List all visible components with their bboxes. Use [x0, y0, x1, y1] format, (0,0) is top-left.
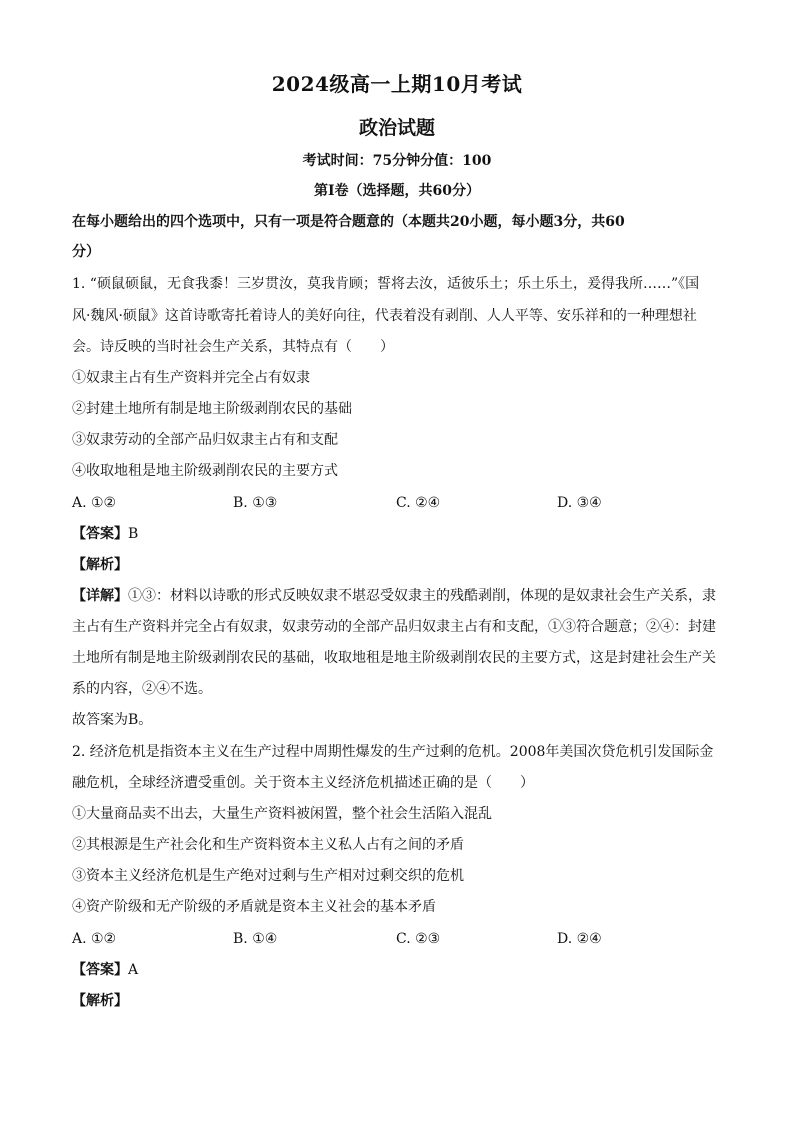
- answer-value: A: [128, 962, 139, 978]
- q2-stem-line: 2. 经济危机是指资本主义在生产过程中周期性爆发的生产过剩的危机。2008年美国次贷危机引发国际金: [72, 744, 714, 760]
- instruction-line: 在每小题给出的四个选项中，只有一项是符合题意的（本题共20小题，每小题3分，共60: [72, 214, 625, 230]
- q1-detail-line: [72, 586, 716, 606]
- q2-option-a: A. ①②: [72, 931, 117, 947]
- q2-statement: ①大量商品卖不出去，大量生产资料被闲置，整个社会生活陷入混乱: [72, 806, 492, 822]
- q2-statement: ④资产阶级和无产阶级的矛盾就是资本主义社会的基本矛盾: [72, 899, 436, 915]
- q2-stem-line: 融危机，全球经济遭受重创。关于资本主义经济危机描述正确的是（ ）: [72, 775, 534, 791]
- q1-detail-line: 主占有生产资料并完全占有奴隶，奴隶劳动的全部产品归奴隶主占有和支配，①③符合题意；②④：封建: [72, 619, 716, 635]
- q1-option-a: A. ①②: [72, 495, 117, 511]
- q2-answer: [72, 960, 138, 980]
- q1-statement: ③奴隶劳动的全部产品归奴隶主占有和支配: [72, 432, 338, 448]
- answer-value: B: [128, 526, 139, 542]
- q1-statement: ①奴隶主占有生产资料并完全占有奴隶: [72, 370, 310, 386]
- q2-statement: ②其根源是生产社会化和生产资料资本主义私人占有之间的矛盾: [72, 837, 464, 853]
- analysis-tag: 【解析】: [72, 557, 128, 573]
- q1-statement: ④收取地租是地主阶级剥削农民的主要方式: [72, 463, 338, 479]
- q1-option-c: C. ②④: [396, 495, 441, 511]
- q2-statement: ③资本主义经济危机是生产绝对过剩与生产相对过剩交织的危机: [72, 868, 464, 884]
- q1-statement: ②封建土地所有制是地主阶级剥削农民的基础: [72, 401, 352, 417]
- q1-analysis: [72, 555, 128, 575]
- detail-text: ①③：材料以诗歌的形式反映奴隶不堪忍受奴隶主的残酷剥削，体现的是奴隶社会生产关系，隶: [128, 588, 716, 604]
- detail-tag: 【详解】: [72, 588, 128, 604]
- q2-option-b: B. ①④: [233, 931, 278, 947]
- subject-title: 政治试题: [358, 117, 435, 139]
- q1-stem-line: 会。诗反映的当时社会生产关系，其特点有（ ）: [72, 339, 394, 355]
- q2-analysis: [72, 991, 128, 1011]
- q1-stem-line: 风·魏风·硕鼠》这首诗歌寄托着诗人的美好向往，代表着没有剥削、人人平等、安乐祥和的一种理想社: [72, 308, 697, 324]
- q2-option-d: D. ②④: [557, 931, 602, 947]
- analysis-tag: 【解析】: [72, 993, 128, 1009]
- q2-option-c: C. ②③: [396, 931, 441, 947]
- q1-option-b: B. ①③: [233, 495, 278, 511]
- q1-detail-line: 土地所有制是地主阶级剥削农民的基础，收取地租是地主阶级剥削农民的主要方式，这是封建社会生产关: [72, 650, 716, 666]
- q1-answer: [72, 524, 138, 544]
- answer-tag: 【答案】: [72, 962, 128, 978]
- answer-tag: 【答案】: [72, 526, 128, 542]
- q1-conclusion: 故答案为B。: [72, 712, 153, 728]
- instruction-line: 分）: [72, 244, 100, 260]
- exam-info: 考试时间：75分钟分值：100: [302, 153, 492, 169]
- exam-title: 2024级高一上期10月考试: [271, 72, 523, 96]
- q1-stem-line: 1. “硕鼠硕鼠，无食我黍！三岁贯汝，莫我肯顾；誓将去汝，适彼乐土；乐土乐土，爰得我所……”《国: [72, 276, 700, 292]
- q1-detail-line: 系的内容，②④不选。: [72, 681, 212, 697]
- section-heading: 第Ⅰ卷（选择题，共60分）: [313, 183, 481, 199]
- q1-option-d: D. ③④: [557, 495, 602, 511]
